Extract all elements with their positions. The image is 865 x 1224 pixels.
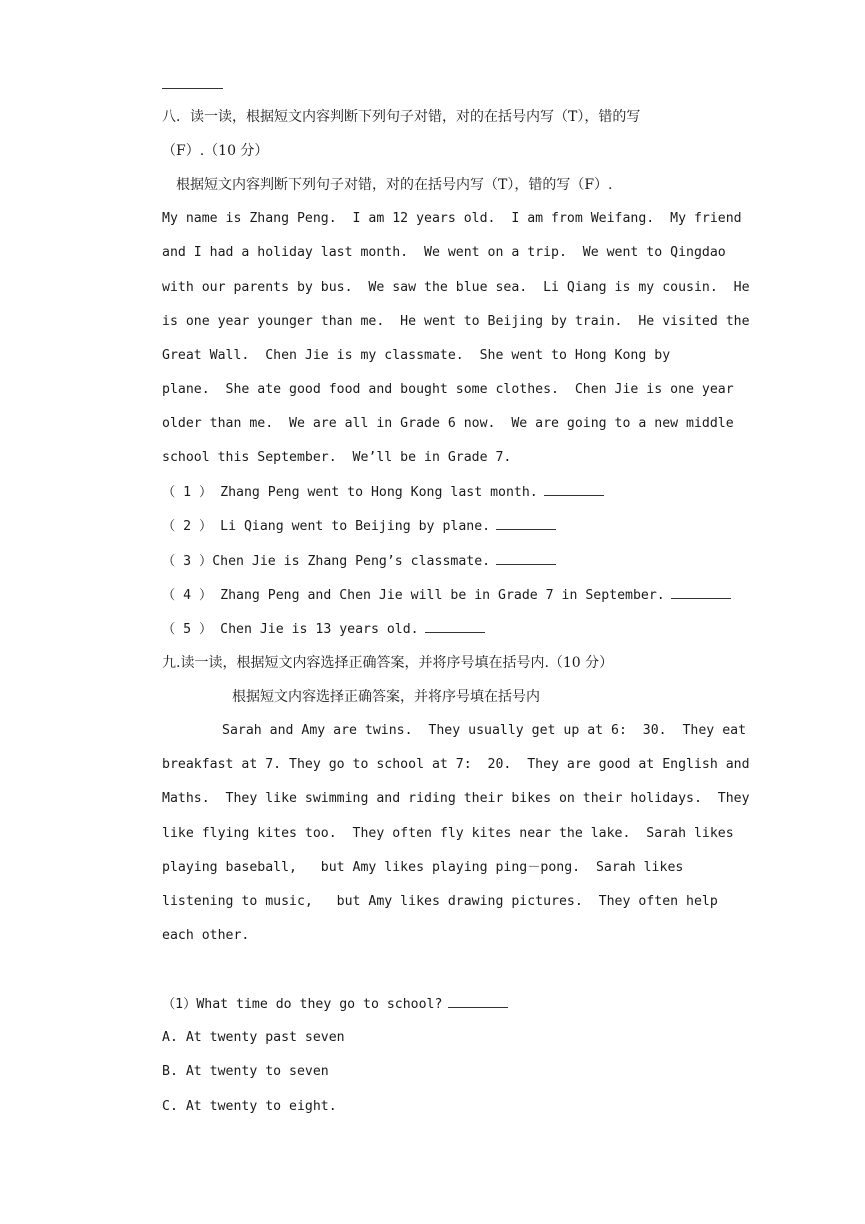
answer-blank[interactable] xyxy=(496,517,556,530)
passage-line: My name is Zhang Peng. I am 12 years old. I am from Weifang. My friend xyxy=(162,211,742,226)
passage-line: older than me. We are all in Grade 6 now. We are going to a new middle xyxy=(162,416,734,431)
answer-blank[interactable] xyxy=(544,483,604,496)
mc-question-1 xyxy=(162,995,508,1014)
question-text: （ 5 ） Chen Jie is 13 years old. xyxy=(162,622,419,637)
question-3 xyxy=(162,552,556,571)
passage-line: school this September. We’ll be in Grade 7. xyxy=(162,450,512,465)
option-a: A. At twenty past seven xyxy=(162,1030,345,1045)
passage-line: listening to music, but Amy likes drawing pictures. They often help xyxy=(162,894,718,909)
answer-blank[interactable] xyxy=(425,620,485,633)
section-8-heading: 八．读一读，根据短文内容判断下列句子对错，对的在括号内写（T），错的写 xyxy=(162,109,641,125)
passage-line: with our parents by bus. We saw the blue sea. Li Qiang is my cousin. He xyxy=(162,280,750,295)
option-c: C. At twenty to eight. xyxy=(162,1099,337,1114)
question-text: （ 4 ） Zhang Peng and Chen Jie will be in Grade 7 in September. xyxy=(162,588,665,603)
passage-line: like flying kites too. They often fly kites near the lake. Sarah likes xyxy=(162,826,734,841)
question-text: （ 2 ） Li Qiang went to Beijing by plane. xyxy=(162,519,491,534)
question-1 xyxy=(162,483,604,502)
section-8-heading-cont: （F）.（10 分） xyxy=(162,143,269,159)
passage-line: breakfast at 7. They go to school at 7: 20. They are good at English and xyxy=(162,757,750,772)
answer-blank[interactable] xyxy=(671,586,731,599)
section-8-instruction: 根据短文内容判断下列句子对错，对的在括号内写（T），错的写（F）. xyxy=(176,177,613,193)
question-2 xyxy=(162,517,556,536)
answer-blank[interactable] xyxy=(496,552,556,565)
question-5 xyxy=(162,620,485,639)
passage-line: Sarah and Amy are twins. They usually get up at 6: 30. They eat xyxy=(222,723,747,738)
question-text: （ 3 ）Chen Jie is Zhang Peng’s classmate. xyxy=(162,554,491,569)
passage-line: is one year younger than me. He went to Beijing by train. He visited the xyxy=(162,314,750,329)
passage-line: playing baseball, but Amy likes playing ping－pong. Sarah likes xyxy=(162,860,684,875)
passage-line: Maths. They like swimming and riding their bikes on their holidays. They xyxy=(162,791,750,806)
passage-line: and I had a holiday last month. We went on a trip. We went to Qingdao xyxy=(162,245,726,260)
answer-blank[interactable] xyxy=(448,995,508,1008)
section-9-heading: 九.读一读，根据短文内容选择正确答案，并将序号填在括号内.（10 分） xyxy=(162,655,614,671)
passage-line: plane. She ate good food and bought some clothes. Chen Jie is one year xyxy=(162,382,734,397)
question-4 xyxy=(162,586,731,605)
question-text: （ 1 ） Zhang Peng went to Hong Kong last month. xyxy=(162,485,538,500)
option-b: B. At twenty to seven xyxy=(162,1064,329,1079)
passage-line: each other. xyxy=(162,928,250,943)
passage-line: Great Wall. Chen Jie is my classmate. She went to Hong Kong by xyxy=(162,348,671,363)
answer-blank-top xyxy=(162,88,223,89)
section-9-instruction: 根据短文内容选择正确答案，并将序号填在括号内 xyxy=(232,689,540,705)
question-text: （1）What time do they go to school? xyxy=(162,997,443,1012)
